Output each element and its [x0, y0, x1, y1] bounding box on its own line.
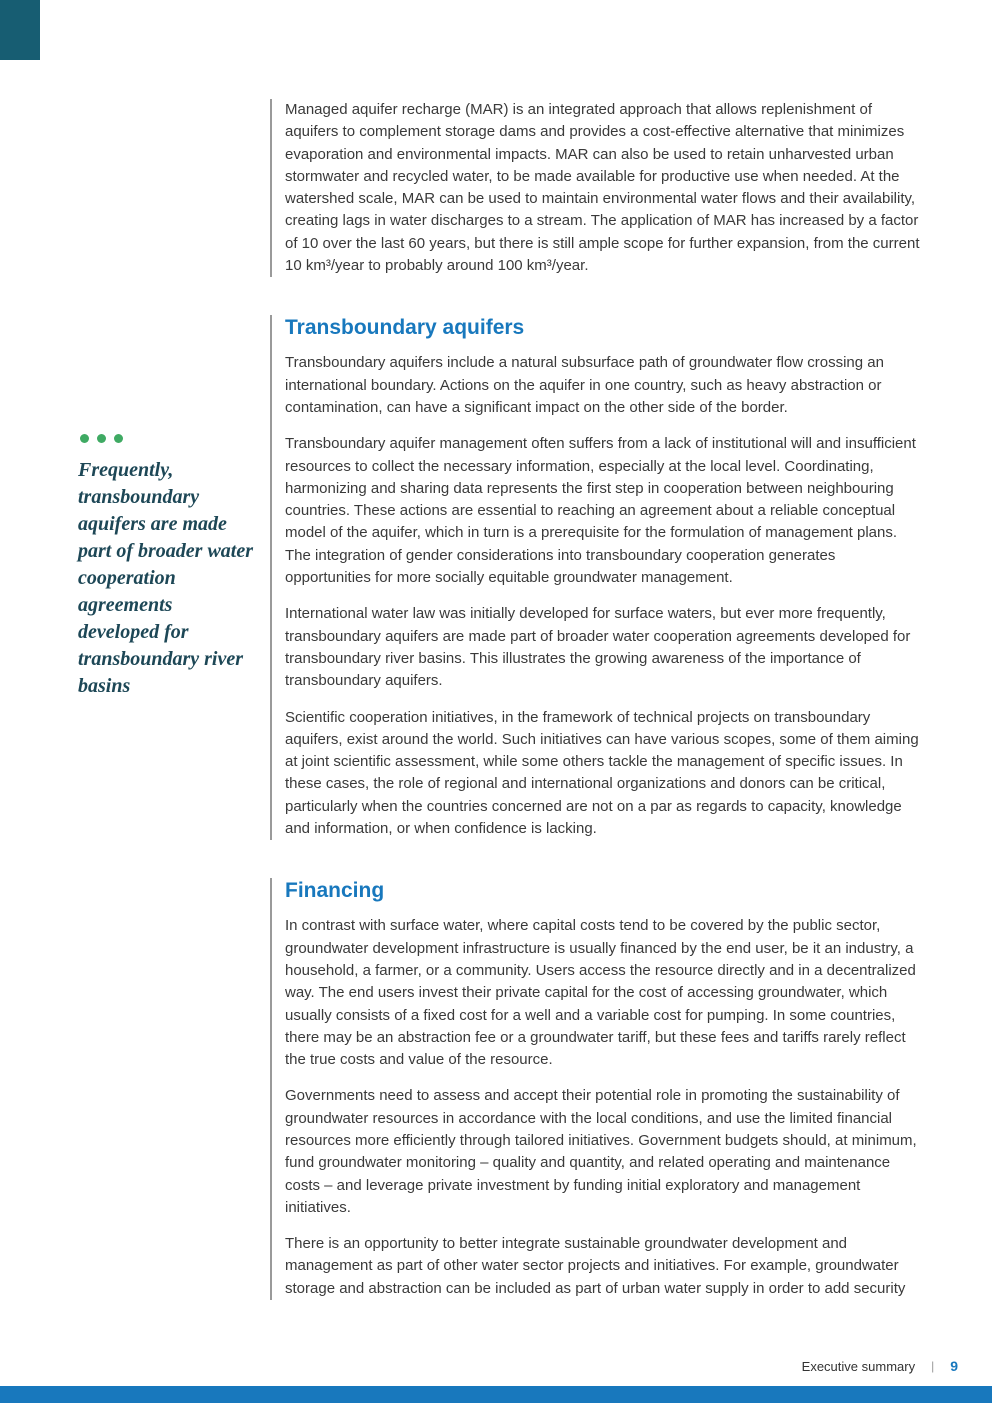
footer-separator: |: [931, 1359, 935, 1373]
intro-paragraph-block: [270, 99, 920, 277]
paragraph: Transboundary aquifers include a natural subsurface path of groundwater flow crossing an international boundary. Actions on the aquifer in one country, such as heavy abstraction or contamination, can have a significant impact on the other side of the border.: [285, 354, 884, 416]
paragraph: Transboundary aquifer management often suffers from a lack of institutional will and insufficient resources to collect the necessary information, especially at the local level. Coordinating, harmonizing and sharing data represents the first step in cooperation between neighbouring countries. These actions are essential to reaching an agreement about a reliable conceptual model of the aquifer, which in turn is a prerequisite for the formulation of management plans. The integration of gender considerations into transboundary cooperation generates opportunities for more socially equitable groundwater management.: [285, 435, 916, 587]
page-number: 9: [950, 1358, 958, 1374]
main-content: [270, 99, 920, 1300]
section-title: Transboundary aquifers: [285, 316, 525, 340]
pull-quote-dots: [78, 434, 258, 443]
paragraph: There is an opportunity to better integrate sustainable groundwater development and management as part of other water sector projects and initiatives. For example, groundwater storage and abstraction can be included as part of urban water supply in order to add security: [285, 1235, 906, 1297]
pull-quote-text: Frequently, transboundary aquifers are made part of broader water cooperation agreements developed for transboundary river basins: [78, 459, 253, 697]
section-transboundary-aquifers: [270, 315, 920, 840]
pull-quote: [78, 434, 258, 700]
paragraph: Managed aquifer recharge (MAR) is an integrated approach that allows replenishment of aquifers to complement storage dams and provides a cost-effective alternative that minimizes evaporation and environmental impacts. MAR can also be used to retain unharvested urban stormwater and recycled water, to be made available for productive use when needed. At the watershed scale, MAR can be used to maintain environmental water flows and their availability, creating lags in water discharges to a stream. The application of MAR has increased by a factor of 10 over the last 60 years, but there is still ample scope for further expansion, from the current 10 km³/year to probably around 100 km³/year.: [285, 101, 920, 275]
paragraph: Governments need to assess and accept their potential role in promoting the sustainability of groundwater resources in accordance with the local conditions, and use the limited financial resources more efficiently through tailored initiatives. Government budgets should, at minimum, fund groundwater monitoring – quality and quantity, and related operating and maintenance costs – and leverage private investment by funding initial exploratory and management initiatives.: [285, 1087, 917, 1216]
section-title: Financing: [285, 879, 385, 903]
paragraph: International water law was initially developed for surface waters, but ever more frequently, transboundary aquifers are made part of broader water cooperation agreements developed for transboundary river basins. This illustrates the growing awareness of the importance of transboundary aquifers.: [285, 605, 911, 690]
page-footer: [802, 1358, 958, 1374]
section-financing: [270, 878, 920, 1300]
corner-accent-square: [0, 0, 40, 60]
paragraph: Scientific cooperation initiatives, in the framework of technical projects on transboundary aquifers, exist around the world. Such initiatives can have various scopes, some of them aiming at joint scientific assessment, while some others tackle the management of specific issues. In these cases, the role of regional and international organizations and donors can be critical, particularly when the countries concerned are not on a par as regards to capacity, knowledge and information, or when confidence is lacking.: [285, 708, 919, 838]
dot-icon: [80, 434, 89, 443]
bottom-accent-bar: [0, 1386, 992, 1403]
dot-icon: [114, 434, 123, 443]
paragraph: In contrast with surface water, where capital costs tend to be covered by the public sector, groundwater development infrastructure is usually financed by the end user, be it an industry, a household, a farmer, or a community. Users access the resource directly and in a decentralized way. The end users invest their private capital for the cost of accessing groundwater, which usually consists of a fixed cost for a well and a variable cost for pumping. In some countries, there may be an abstraction fee or a groundwater tariff, but these fees and tariffs rarely reflect the true costs and value of the resource.: [285, 917, 916, 1069]
dot-icon: [97, 434, 106, 443]
footer-section-label: Executive summary: [801, 1358, 916, 1374]
